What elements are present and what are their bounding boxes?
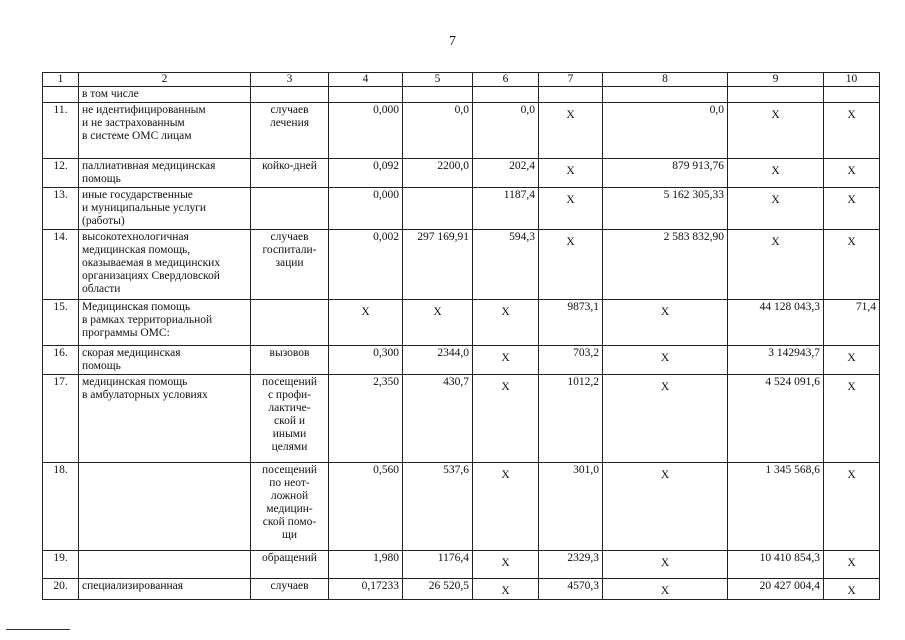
table-row <box>43 103 880 159</box>
cell-desc: высокотехнологичная медицинская помощь, оказываемая в медицинских организациях Свердловской области <box>79 230 251 300</box>
cell-unit: случаев лечения <box>251 103 329 159</box>
table-row <box>43 230 880 300</box>
cell-desc: скорая медицинская помощь <box>79 346 251 375</box>
cell-n: 14. <box>43 230 79 300</box>
cell-unit: койко-дней <box>251 159 329 188</box>
cell-v8: 879 913,76 <box>603 159 728 188</box>
cell-v4: 0,000 <box>329 188 403 230</box>
cell-v10: Х <box>824 551 880 579</box>
column-header: 5 <box>403 73 473 87</box>
cell-v7: 703,2 <box>539 346 603 375</box>
cell-unit: обращений <box>251 551 329 579</box>
cell-v6: Х <box>473 579 539 600</box>
data-table <box>42 72 880 600</box>
cell-v10: Х <box>824 375 880 463</box>
cell-v9: 44 128 043,3 <box>728 300 824 346</box>
cell-v7: Х <box>539 188 603 230</box>
cell-v9: 10 410 854,3 <box>728 551 824 579</box>
cell-v7: 9873,1 <box>539 300 603 346</box>
table-row <box>43 463 880 551</box>
cell-v6: Х <box>473 346 539 375</box>
cell-v5: 2344,0 <box>403 346 473 375</box>
table-row <box>43 375 880 463</box>
cell-v6: 0,0 <box>473 103 539 159</box>
cell-v5: Х <box>403 300 473 346</box>
cell-v9: 20 427 004,4 <box>728 579 824 600</box>
cell-desc: Медицинская помощь в рамках территориальной программы ОМС: <box>79 300 251 346</box>
cell-v8: 5 162 305,33 <box>603 188 728 230</box>
cell-v4: 1,980 <box>329 551 403 579</box>
cell-v6: 594,3 <box>473 230 539 300</box>
cell-v7: 4570,3 <box>539 579 603 600</box>
cell-v10: Х <box>824 159 880 188</box>
column-header: 3 <box>251 73 329 87</box>
cell-v10: Х <box>824 230 880 300</box>
cell-v9: 1 345 568,6 <box>728 463 824 551</box>
cell-desc: медицинская помощь в амбулаторных условиях <box>79 375 251 463</box>
cell-v5: 2200,0 <box>403 159 473 188</box>
column-header: 7 <box>539 73 603 87</box>
cell-desc <box>79 551 251 579</box>
cell-desc <box>79 463 251 551</box>
cell-desc: специализированная <box>79 579 251 600</box>
footnote-rule <box>6 629 70 630</box>
cell-unit <box>251 300 329 346</box>
cell-v5: 297 169,91 <box>403 230 473 300</box>
cell-v6: Х <box>473 551 539 579</box>
cell-n: 11. <box>43 103 79 159</box>
table-row <box>43 300 880 346</box>
cell-v4: 0,300 <box>329 346 403 375</box>
subheader-label: в том числе <box>79 87 251 103</box>
cell-v5: 537,6 <box>403 463 473 551</box>
cell-v10: 71,4 <box>824 300 880 346</box>
table-row <box>43 346 880 375</box>
column-header: 6 <box>473 73 539 87</box>
cell-v4: Х <box>329 300 403 346</box>
cell-unit: случаев <box>251 579 329 600</box>
cell-v4: 0,000 <box>329 103 403 159</box>
cell-v7: Х <box>539 103 603 159</box>
cell-v6: Х <box>473 463 539 551</box>
table-row <box>43 551 880 579</box>
column-header: 4 <box>329 73 403 87</box>
cell-desc: паллиативная медицинская помощь <box>79 159 251 188</box>
cell-v7: Х <box>539 230 603 300</box>
cell-n: 17. <box>43 375 79 463</box>
table-row <box>43 188 880 230</box>
column-header: 2 <box>79 73 251 87</box>
column-header: 1 <box>43 73 79 87</box>
column-header: 8 <box>603 73 728 87</box>
table-row <box>43 159 880 188</box>
cell-v6: Х <box>473 375 539 463</box>
cell-v8: Х <box>603 579 728 600</box>
table-row <box>43 579 880 600</box>
cell-v8: Х <box>603 300 728 346</box>
cell-n: 16. <box>43 346 79 375</box>
cell-v10: Х <box>824 579 880 600</box>
cell-v8: Х <box>603 375 728 463</box>
cell-n: 12. <box>43 159 79 188</box>
cell-v5: 26 520,5 <box>403 579 473 600</box>
subheader-row <box>43 87 880 103</box>
cell-v9: Х <box>728 159 824 188</box>
cell-v9: Х <box>728 103 824 159</box>
header-row <box>43 73 880 87</box>
cell-v8: 2 583 832,90 <box>603 230 728 300</box>
cell-v5: 0,0 <box>403 103 473 159</box>
cell-v5: 430,7 <box>403 375 473 463</box>
cell-v10: Х <box>824 346 880 375</box>
cell-v4: 0,002 <box>329 230 403 300</box>
cell-v9: Х <box>728 188 824 230</box>
cell-v9: Х <box>728 230 824 300</box>
cell-v6: Х <box>473 300 539 346</box>
cell-v10: Х <box>824 188 880 230</box>
cell-n: 13. <box>43 188 79 230</box>
cell-v9: 4 524 091,6 <box>728 375 824 463</box>
cell-n: 15. <box>43 300 79 346</box>
cell-v8: Х <box>603 551 728 579</box>
cell-unit: вызовов <box>251 346 329 375</box>
cell-v6: 202,4 <box>473 159 539 188</box>
cell-v9: 3 142943,7 <box>728 346 824 375</box>
cell-v6: 1187,4 <box>473 188 539 230</box>
cell-n: 19. <box>43 551 79 579</box>
cell-n: 20. <box>43 579 79 600</box>
column-header: 10 <box>824 73 880 87</box>
cell-v7: 1012,2 <box>539 375 603 463</box>
cell-v8: Х <box>603 346 728 375</box>
cell-v10: Х <box>824 463 880 551</box>
cell-unit: посещений по неот- ложной медицин- ской помо- щи <box>251 463 329 551</box>
cell-desc: иные государственные и муниципальные услуги (работы) <box>79 188 251 230</box>
cell-v4: 0,560 <box>329 463 403 551</box>
cell-unit: посещений с профи- лактиче- ской и иными целями <box>251 375 329 463</box>
cell-v7: Х <box>539 159 603 188</box>
column-header: 9 <box>728 73 824 87</box>
cell-desc: не идентифицированным и не застрахованным в системе ОМС лицам <box>79 103 251 159</box>
cell-v5: 1176,4 <box>403 551 473 579</box>
cell-v8: 0,0 <box>603 103 728 159</box>
cell-v5 <box>403 188 473 230</box>
cell-v4: 0,092 <box>329 159 403 188</box>
cell-v10: Х <box>824 103 880 159</box>
cell-v4: 0,17233 <box>329 579 403 600</box>
cell-v7: 2329,3 <box>539 551 603 579</box>
cell-n: 18. <box>43 463 79 551</box>
cell-unit: случаев госпитали- зации <box>251 230 329 300</box>
cell-v4: 2,350 <box>329 375 403 463</box>
cell-unit <box>251 188 329 230</box>
page-number: 7 <box>449 34 456 49</box>
cell-v8: Х <box>603 463 728 551</box>
cell-v7: 301,0 <box>539 463 603 551</box>
